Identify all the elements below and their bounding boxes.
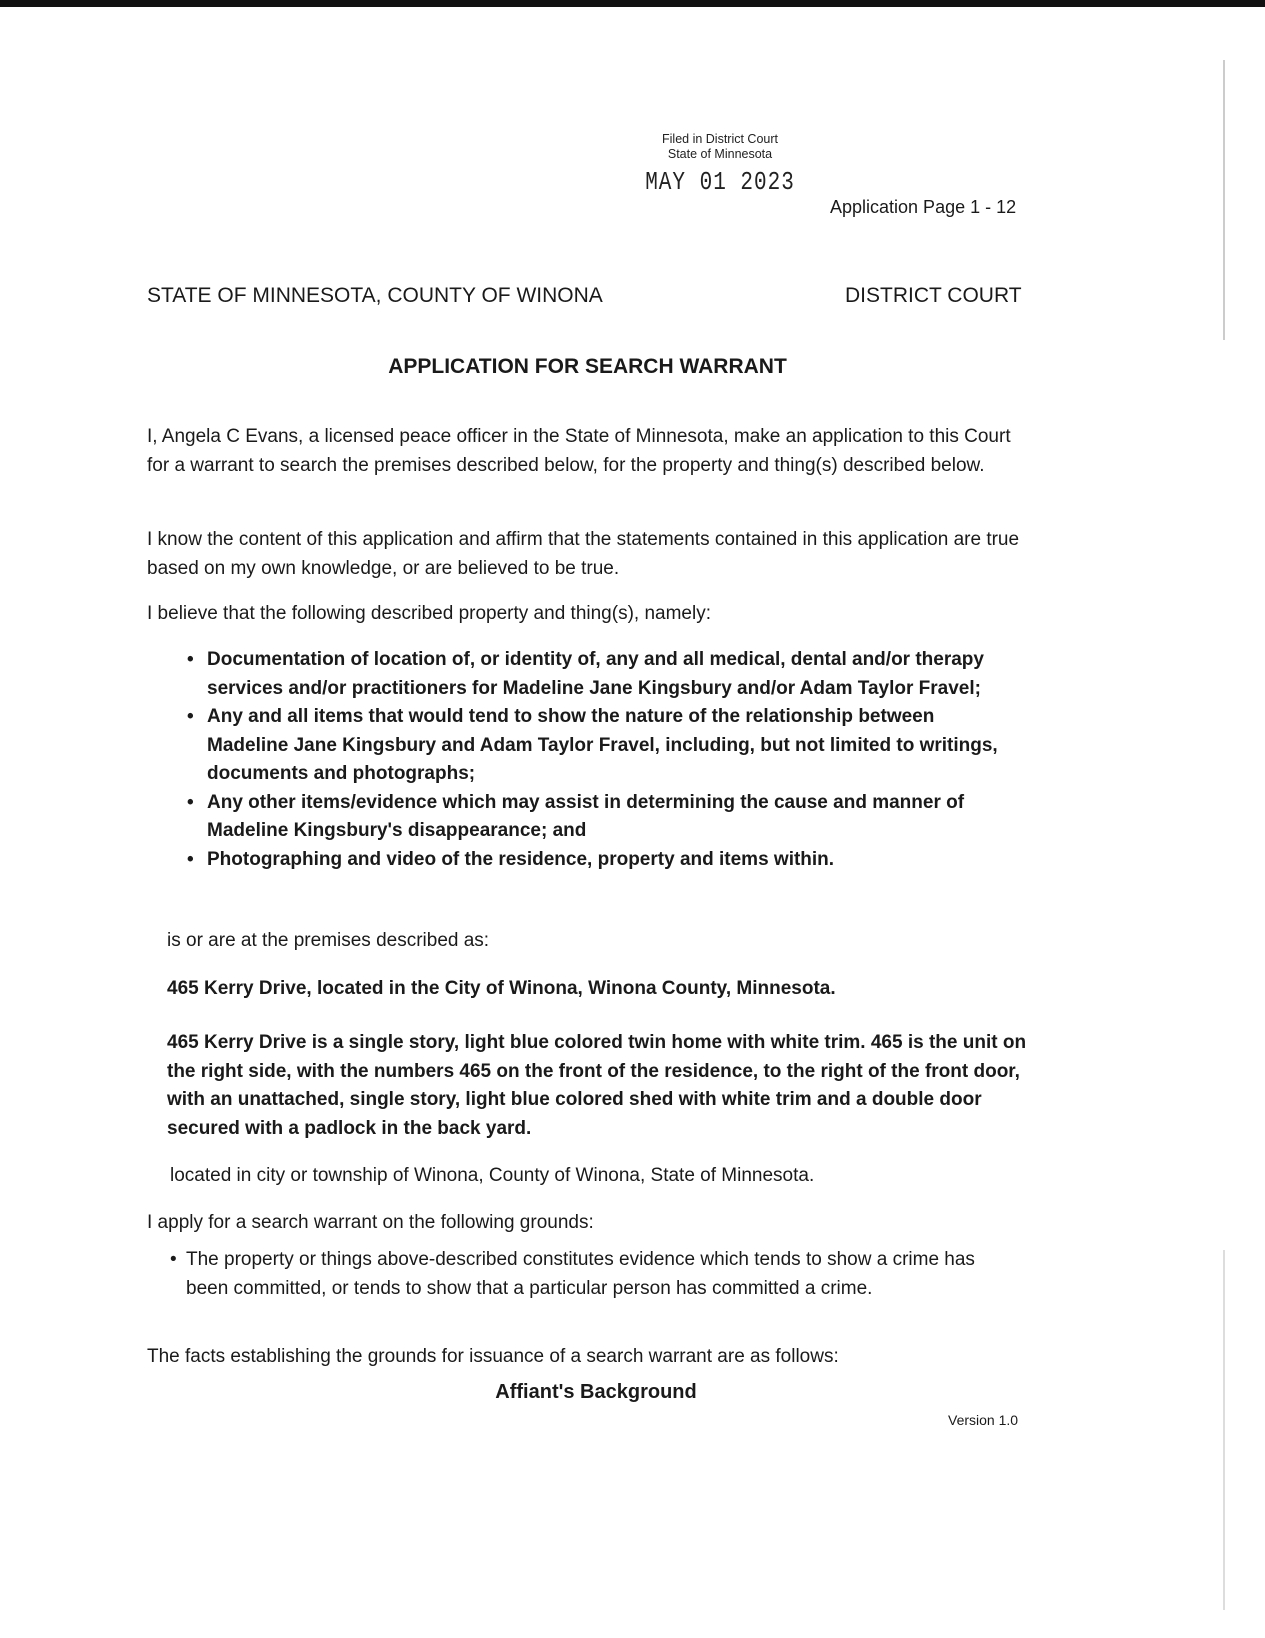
premises-address: 465 Kerry Drive, located in the City of Winona, Winona County, Minnesota.	[167, 978, 836, 999]
list-item: • Any and all items that would tend to show the nature of the relationship between Madeline Jane Kingsbury and Adam Taylor Fravel, including, but not limited to writings, documents and photographs;	[185, 703, 1015, 789]
premises-description: 465 Kerry Drive is a single story, light blue colored twin home with white trim. 465 is the unit on the right side, with the numbers 465 on the front of the residence, to the right of the front door, with an unattached, single story, light blue colored shed with white trim and a double door secured with a padlock in the back yard.	[167, 1032, 1027, 1139]
filing-stamp	[640, 132, 800, 198]
facts-intro: The facts establishing the grounds for issuance of a search warrant are as follows:	[147, 1346, 839, 1367]
section-heading: Affiant's Background	[495, 1381, 697, 1403]
grounds-list	[168, 1246, 1018, 1303]
stamp-date: MAY 01 2023	[645, 169, 795, 198]
affirm-paragraph: I know the content of this application and affirm that the statements contained in this application are true based on my own knowledge, or are believed to be true.	[147, 529, 1020, 579]
list-item: • The property or things above-described constitutes evidence which tends to show a crime has been committed, or tends to show that a particular person has committed a crime.	[168, 1246, 1018, 1303]
stamp-line: State of Minnesota	[667, 147, 773, 161]
page-label: Application Page 1 - 12	[830, 197, 1017, 217]
court-county: STATE OF MINNESOTA, COUNTY OF WINONA	[147, 284, 603, 307]
list-item: • Any other items/evidence which may assist in determining the cause and manner of Madeline Kingsbury's disappearance; and	[185, 789, 1015, 846]
scan-edge	[0, 0, 1265, 7]
document-title: APPLICATION FOR SEARCH WARRANT	[388, 355, 787, 378]
stamp-line: Filed in District Court	[662, 132, 778, 146]
premises-intro: is or are at the premises described as:	[167, 930, 490, 951]
believe-paragraph: I believe that the following described property and thing(s), namely:	[147, 603, 711, 624]
property-list	[185, 646, 1015, 874]
scan-margin-mark	[1223, 1250, 1225, 1610]
court-name: DISTRICT COURT	[845, 284, 1022, 307]
intro-paragraph: I, Angela C Evans, a licensed peace officer in the State of Minnesota, make an application to this Court for a warrant to search the premises described below, for the property and thing(s) described below.	[147, 426, 1011, 476]
list-item: • Photographing and video of the residence, property and items within.	[185, 846, 1015, 875]
scan-margin-mark	[1223, 60, 1225, 340]
list-item: • Documentation of location of, or identity of, any and all medical, dental and/or therapy services and/or practitioners for Madeline Jane Kingsbury and/or Adam Taylor Fravel;	[185, 646, 1015, 703]
premises-location: located in city or township of Winona, County of Winona, State of Minnesota.	[170, 1165, 815, 1186]
version-label: Version 1.0	[948, 1412, 1019, 1428]
grounds-intro: I apply for a search warrant on the following grounds:	[147, 1212, 594, 1233]
